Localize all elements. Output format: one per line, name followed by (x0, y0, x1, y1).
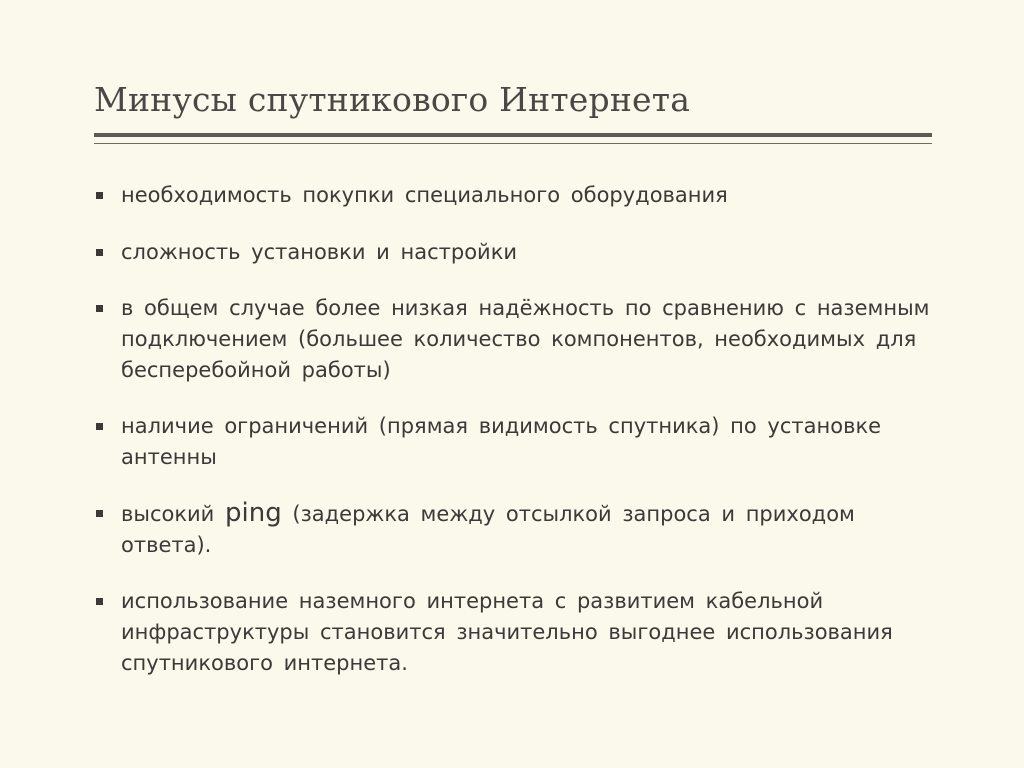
square-bullet-icon (96, 598, 103, 605)
square-bullet-icon (96, 192, 103, 199)
bullet-text: в общем случае более низкая надёжность по сравнению с наземным подключением (большее количество компонентов, необходимых для бесперебойной работы) (121, 296, 930, 382)
slide-title: Минусы спутникового Интернета (94, 80, 691, 119)
bullet-item (96, 293, 932, 386)
bullet-item (96, 411, 932, 473)
bullet-text: сложность установки и настройки (121, 240, 518, 264)
title-underline-thick (94, 133, 932, 137)
square-bullet-icon (96, 423, 103, 430)
bullet-text: наличие ограничений (прямая видимость спутника) по установке антенны (121, 414, 882, 469)
square-bullet-icon (96, 249, 103, 256)
square-bullet-icon (96, 305, 103, 312)
bullet-text: необходимость покупки специального оборудования (121, 183, 728, 207)
bullet-item (96, 237, 932, 268)
bullet-text: использование наземного интернета с развитием кабельной инфраструктуры становится значительно выгоднее использования спутникового интернета. (121, 589, 893, 675)
bullet-item (96, 180, 932, 211)
bullet-item (96, 498, 932, 561)
square-bullet-icon (96, 510, 103, 517)
bullet-list (96, 180, 932, 679)
bullet-text-prefix: высокий (121, 502, 226, 526)
bullet-highlight-ping: ping (225, 498, 282, 528)
bullet-text-suffix: (задержка между отсылкой запроса и приходом ответа). (121, 502, 855, 557)
bullet-item (96, 586, 932, 679)
title-underline-thin (94, 143, 932, 144)
